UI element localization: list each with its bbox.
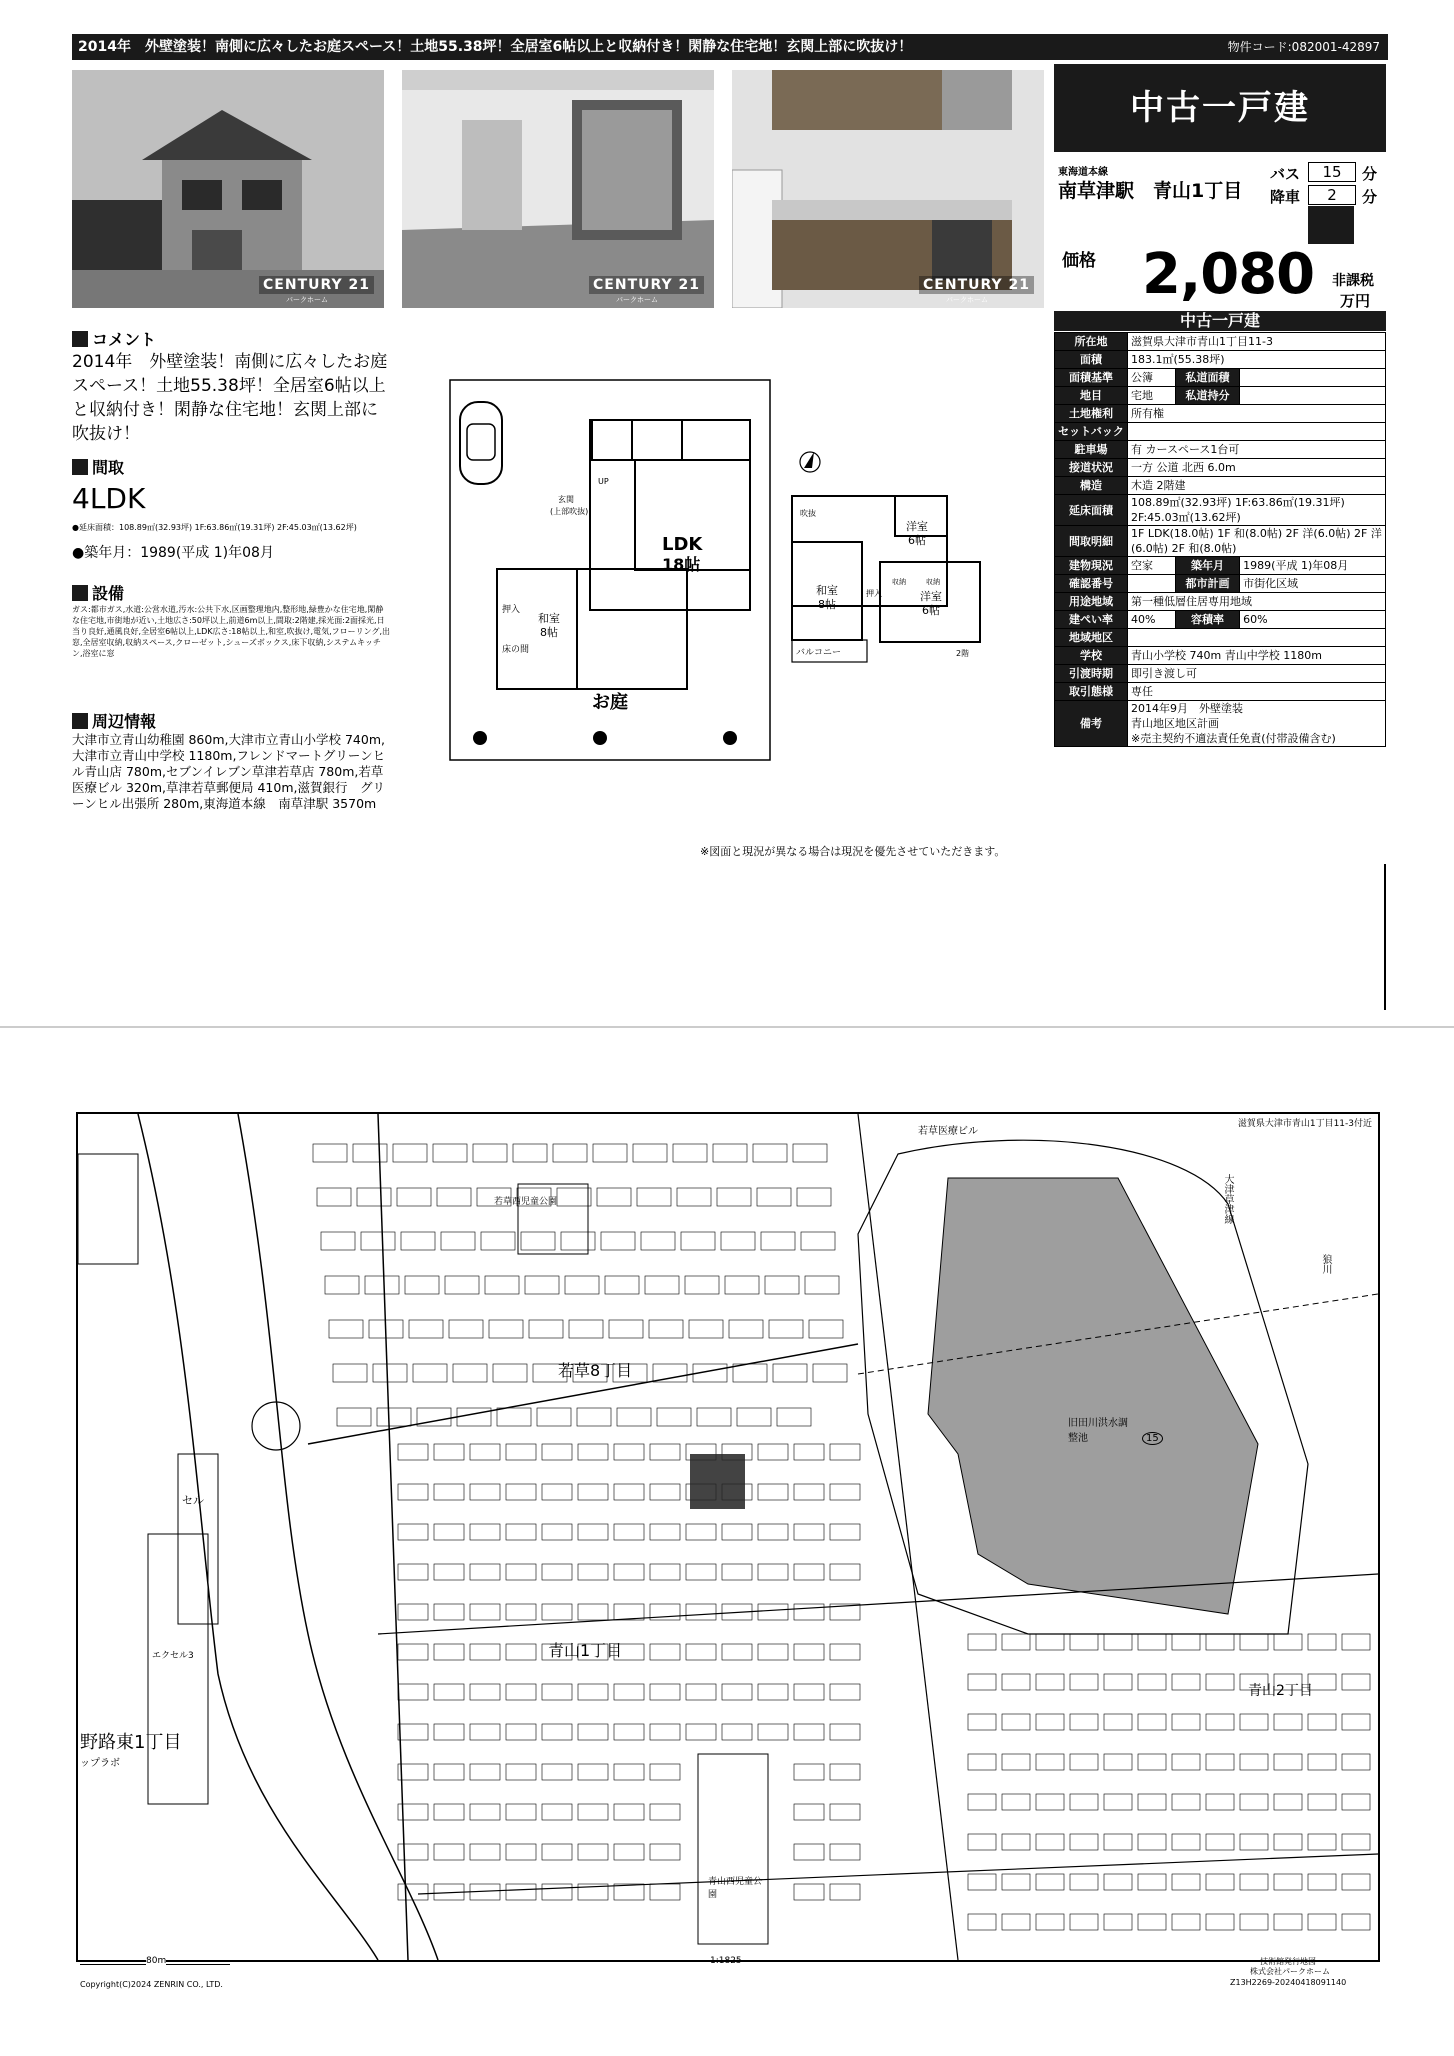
spec-key: 面積基準 [1055, 369, 1128, 387]
spec-row [1055, 593, 1386, 611]
bus-minutes: 15 [1308, 162, 1356, 182]
fp-washitsu1-size: 8帖 [540, 626, 558, 639]
walk-label: 降車 [1270, 188, 1301, 206]
spec-row [1055, 423, 1386, 441]
spec-key: 容積率 [1175, 611, 1239, 629]
spec-row [1055, 526, 1386, 557]
spec-key: 延床面積 [1055, 495, 1128, 526]
living-room-image [402, 70, 714, 308]
spec-key: 備考 [1055, 701, 1128, 747]
house-exterior-image [72, 70, 384, 308]
spec-key: 構造 [1055, 477, 1128, 495]
map-copyright: Copyright(C)2024 ZENRIN CO., LTD. [80, 1980, 223, 1989]
map-iryo-label: 若草医療ビル [918, 1126, 978, 1137]
spec-value: 第一種低層住居専用地域 [1128, 593, 1386, 611]
scale-bar-label: 80m [146, 1956, 167, 1966]
spec-row [1055, 683, 1386, 701]
spec-value: 1989(平成 1)年08月 [1240, 557, 1386, 575]
fp-garden: お庭 [592, 692, 628, 713]
spec-row [1055, 333, 1386, 351]
spec-value: 有 カースペース1台可 [1128, 441, 1386, 459]
fp-up: UP [598, 477, 609, 486]
fp-ldk-size: 18帖 [662, 555, 701, 574]
spec-value: 宅地 [1128, 387, 1176, 405]
map-wakakusa-label: 若草8丁目 [558, 1361, 633, 1380]
spec-key: 私道持分 [1175, 387, 1239, 405]
fp-yoshitsu-a-size: 6帖 [908, 534, 926, 547]
spec-value [1240, 387, 1386, 405]
map-credit-3: Z13H2269-20240418091140 [1230, 1978, 1347, 1987]
headline-bar: 2014年 外壁塗装！南側に広々したお庭スペース！土地55.38坪！全居室6帖以上と収納付き！閑静な住宅地！玄関上部に吹抜け！ [72, 34, 1064, 60]
century21-logo: CENTURY 21 [919, 276, 1034, 294]
comment-heading: コメント [72, 330, 156, 350]
facilities-heading: 設備 [72, 584, 124, 604]
spec-row [1055, 441, 1386, 459]
fp-shuno1: 収納 [892, 578, 906, 586]
map-pond-label: 旧田川洪水調整池 [1068, 1418, 1128, 1444]
subject-location-marker-icon [690, 1454, 745, 1509]
floor-area: ●延床面積：108.89㎡(32.93坪) 1F:63.86㎡(19.31坪) 2F:45.03㎡(13.62坪) [72, 523, 357, 532]
spec-value: 木造 2階建 [1128, 477, 1386, 495]
spec-row [1055, 575, 1386, 593]
photo-kitchen [732, 70, 1044, 308]
spec-subhead: 中古一戸建 [1054, 311, 1386, 331]
spec-value: 40% [1128, 611, 1176, 629]
spec-value: 108.89㎡(32.93坪) 1F:63.86㎡(19.31坪) 2F:45.03㎡(13.62坪) [1128, 495, 1386, 526]
surroundings-heading: 周辺情報 [72, 712, 156, 732]
bus-label: バス [1270, 165, 1301, 183]
spec-key: 引渡時期 [1055, 665, 1128, 683]
spec-key: 土地権利 [1055, 405, 1128, 423]
fp-genkan: 玄関 [558, 495, 574, 504]
spec-value [1240, 369, 1386, 387]
comment-text: 2014年 外壁塗装！南側に広々したお庭スペース！土地55.38坪！全居室6帖以上と収納付き！閑静な住宅地！玄関上部に吹抜け！ [72, 352, 388, 444]
price-value: 2,080 [1142, 242, 1315, 307]
spec-row [1055, 477, 1386, 495]
spec-row [1055, 557, 1386, 575]
access-line: 東海道本線 [1058, 167, 1108, 178]
kitchen-image [732, 70, 1044, 308]
spec-key: 面積 [1055, 351, 1128, 369]
spec-row [1055, 369, 1386, 387]
fp-tokonoma: 床の間 [502, 645, 530, 655]
bus-unit: 分 [1362, 165, 1378, 183]
spec-key: 私道面積 [1175, 369, 1239, 387]
map-aoyama-park: 青山西児童公園 [708, 1877, 763, 1900]
property-code: 物件コード:082001-42897 [1058, 34, 1388, 60]
century21-logo: CENTURY 21 [589, 276, 704, 294]
spec-row [1055, 629, 1386, 647]
spec-key: 駐車場 [1055, 441, 1128, 459]
spec-key: 学校 [1055, 647, 1128, 665]
tree-icon [723, 731, 737, 745]
floor-plan [440, 372, 1040, 792]
surroundings-text: 大津市立青山幼稚園 860m,大津市立青山小学校 740m,大津市立青山中学校 1180m,フレンドマートグリーンヒル青山店 780m,セブンイレブン草津若草店 780m,若草医療ビル 320m,草津若草郵便局 410m,滋賀銀行 グリーンヒル出張所 280m,東海道本線 南草津駅 3570m [72, 732, 386, 811]
fp-washitsu2-size: 8帖 [818, 598, 836, 611]
map-road-label: 大津草津線 [1222, 1174, 1233, 1224]
fp-fukinuke: 吹抜 [800, 509, 816, 518]
walk-unit: 分 [1362, 188, 1378, 206]
spec-value: 1F LDK(18.0帖) 1F 和(8.0帖) 2F 洋(6.0帖) 2F 洋(6.0帖) 2F 和(8.0帖) [1128, 526, 1386, 557]
fp-washitsu1: 和室 [538, 612, 560, 625]
page-separator [0, 1026, 1454, 1028]
photo-credit: パークホーム [286, 296, 328, 304]
fp-shuno2: 収納 [926, 578, 940, 586]
spec-value: 専任 [1128, 683, 1386, 701]
fp-ldk: LDK [662, 534, 703, 555]
tree-icon [473, 731, 487, 745]
spec-row [1055, 459, 1386, 477]
map-drawing [78, 1114, 1378, 1960]
spec-value: 青山小学校 740m 青山中学校 1180m [1128, 647, 1386, 665]
map-note: 滋賀県大津市青山1丁目11-3付近 [1237, 1119, 1372, 1129]
spec-row [1055, 647, 1386, 665]
area-map [76, 1112, 1380, 1962]
spec-value: 即引き渡し可 [1128, 665, 1386, 683]
map-pond-num: 15 [1142, 1432, 1163, 1445]
spec-key: 建物現況 [1055, 557, 1128, 575]
fp-yoshitsu-b-size: 6帖 [922, 604, 940, 617]
fp-oshiire2: 押入 [866, 589, 882, 598]
spec-value [1128, 423, 1386, 441]
black-marker-block [1308, 206, 1354, 244]
built-date: ●築年月：1989(平成 1)年08月 [72, 545, 274, 561]
spec-row [1055, 701, 1386, 747]
layout-value: 4LDK [72, 482, 146, 515]
spec-row [1055, 611, 1386, 629]
photo-credit: パークホーム [946, 296, 988, 304]
notice-text: ※図面と現況が異なる場合は現況を優先させていただきます。 [700, 845, 1006, 858]
spec-key: 確認番号 [1055, 575, 1128, 593]
map-credit-1: 技術館発行地図 [1260, 1957, 1316, 1966]
spec-row [1055, 495, 1386, 526]
spec-value: 市街化区域 [1240, 575, 1386, 593]
photo-credit: パークホーム [616, 296, 658, 304]
map-town-nojihigashi: 野路東1丁目 [80, 1732, 182, 1753]
fp-washitsu2: 和室 [816, 584, 838, 597]
spec-key: 地目 [1055, 387, 1128, 405]
spec-key: セットバック [1055, 423, 1128, 441]
map-wakakusa-west-park: 若草西児童公園 [494, 1197, 558, 1207]
spec-value [1128, 629, 1386, 647]
map-river-label: 狼川 [1320, 1254, 1331, 1274]
layout-heading: 間取 [72, 458, 124, 478]
spec-value: 滋賀県大津市青山1丁目11-3 [1128, 333, 1386, 351]
map-aoyama2-label: 青山2丁目 [1248, 1683, 1313, 1699]
fp-yoshitsu-b: 洋室 [920, 590, 942, 603]
spec-table [1054, 332, 1386, 747]
map-aoyama1-label: 青山1丁目 [548, 1641, 623, 1660]
century21-logo: CENTURY 21 [259, 276, 374, 294]
fp-oshiire: 押入 [502, 605, 521, 615]
map-lab-label: ップラボ [80, 1758, 120, 1769]
spec-key: 建ぺい率 [1055, 611, 1128, 629]
spec-value: 183.1㎡(55.38坪) [1128, 351, 1386, 369]
spec-row [1055, 405, 1386, 423]
spec-row [1055, 665, 1386, 683]
spec-row [1055, 387, 1386, 405]
spec-key: 築年月 [1175, 557, 1239, 575]
map-exel-label: エクセル3 [152, 1651, 194, 1661]
access-station: 南草津駅 青山1丁目 [1058, 180, 1243, 202]
spec-key: 間取明細 [1055, 526, 1128, 557]
spec-value: 2014年9月 外壁塗装 青山地区地区計画 ※売主契約不適法責任免責(付帯設備含む) [1128, 701, 1386, 747]
photo-living-room [402, 70, 714, 308]
map-cell-label: セル [182, 1494, 204, 1507]
spec-key: 都市計画 [1175, 575, 1239, 593]
spec-key: 所在地 [1055, 333, 1128, 351]
photo-exterior [72, 70, 384, 308]
map-scale: 1:1825 [710, 1956, 742, 1966]
tree-icon [593, 731, 607, 745]
car-icon [460, 402, 502, 484]
spec-key: 取引態様 [1055, 683, 1128, 701]
spec-key: 接道状況 [1055, 459, 1128, 477]
north-arrow-icon [800, 452, 820, 472]
spec-value: 所有権 [1128, 405, 1386, 423]
price-unit: 万円 [1340, 292, 1371, 310]
fp-yoshitsu-a: 洋室 [906, 520, 928, 533]
spec-key: 地域地区 [1055, 629, 1128, 647]
spec-value: 空家 [1128, 557, 1176, 575]
fp-balcony: バルコニー [796, 648, 842, 658]
facilities-text: ガス:都市ガス,水道:公営水道,汚水:公共下水,区画整理地内,整形地,緑豊かな住宅地,閑静な住宅地,市街地が近い,土地広さ:50坪以上,前道6m以上,間取:2階建,採光面:2面採光,日当り良好,通風良好,全居室6帖以上,LDK広さ:18帖以上,和室,吹抜け,電気,フローリング,出窓,全居室収納,収納スペース,クローゼット,シューズボックス,床下収納,システムキッチン,浴室に窓 [72, 605, 391, 658]
spec-value: 60% [1240, 611, 1386, 629]
map-credit-2: 株式会社パークホーム [1250, 1967, 1330, 1976]
fp-floor2: 2階 [956, 649, 970, 658]
right-edge-line [1384, 864, 1386, 1010]
spec-value: 公簿 [1128, 369, 1176, 387]
spec-key: 用途地域 [1055, 593, 1128, 611]
spec-value: 一方 公道 北西 6.0m [1128, 459, 1386, 477]
fp-genkan-sub: (上部吹抜) [550, 507, 589, 516]
walk-minutes: 2 [1308, 185, 1356, 205]
price-tax: 非課税 [1332, 273, 1374, 289]
price-label: 価格 [1062, 251, 1096, 271]
spec-value [1128, 575, 1176, 593]
property-type-banner: 中古一戸建 [1054, 64, 1386, 152]
spec-row [1055, 351, 1386, 369]
